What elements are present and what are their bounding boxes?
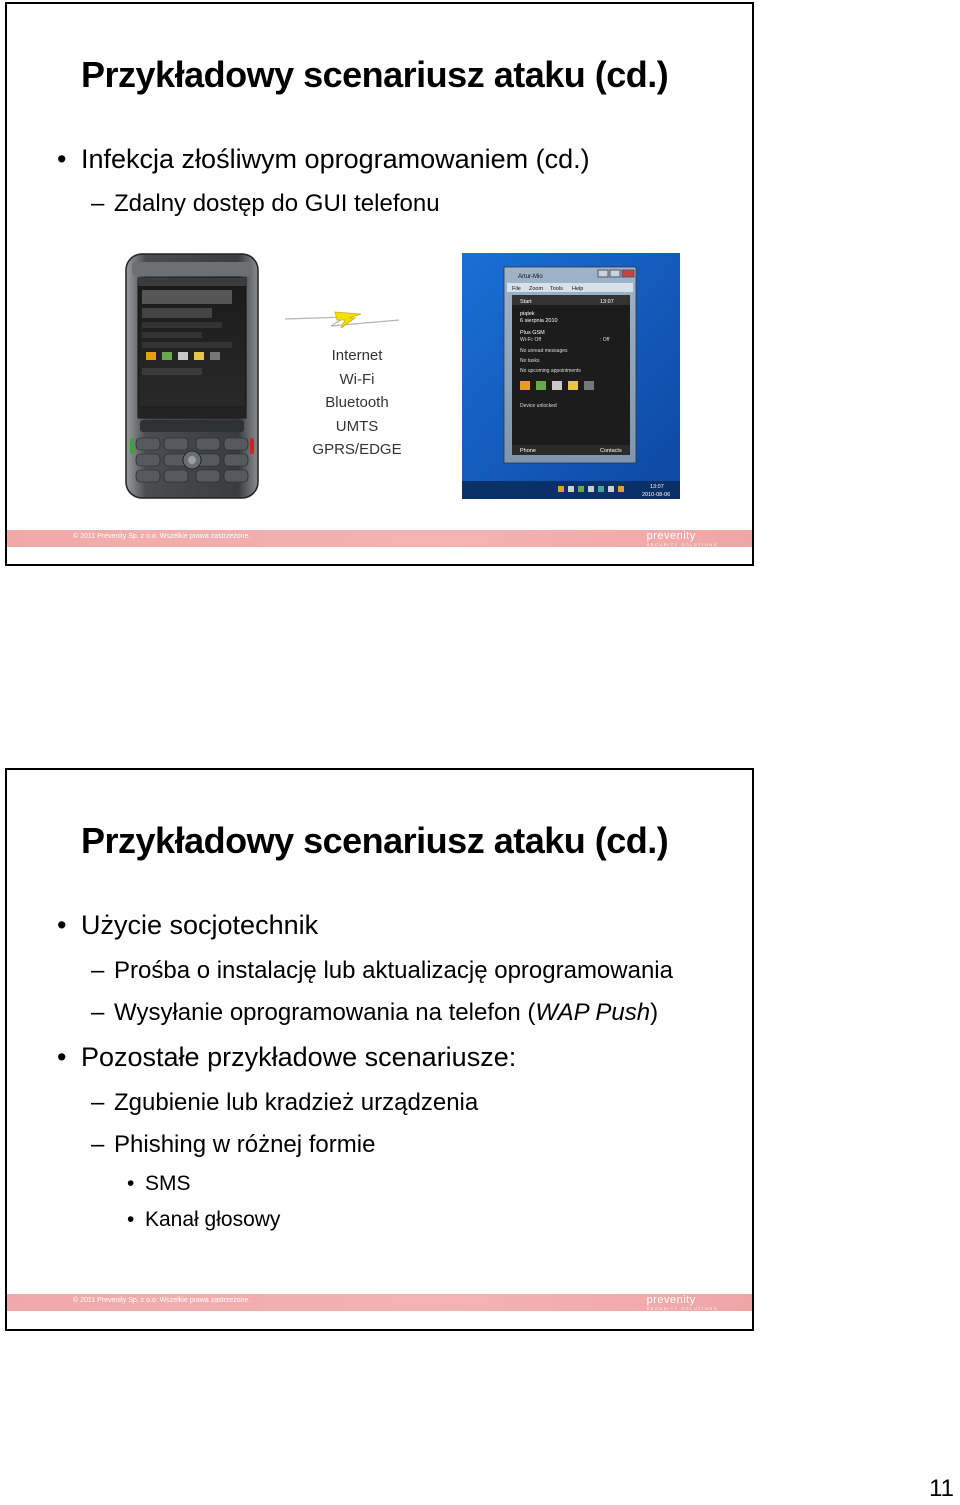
slide-1 xyxy=(5,2,754,566)
dash-mark: – xyxy=(91,1131,105,1158)
bullet-mark: • xyxy=(127,1172,135,1195)
clock-time: 13:07 xyxy=(650,484,664,490)
phone-date: 6 sierpnia 2010 xyxy=(520,318,558,324)
menu-help: Help xyxy=(572,286,584,292)
slide-2 xyxy=(5,768,754,1331)
footer-copyright: © 2011 Prevenity Sp. z o.o. Wszelkie prawa zastrzeżone. xyxy=(73,1297,251,1304)
phone-start: Start xyxy=(520,299,532,305)
bullet-text: Kanał głosowy xyxy=(145,1208,281,1231)
bullet-text: Wysyłanie oprogramowania na telefon (WAP Push) xyxy=(114,999,659,1026)
connection-types-list xyxy=(297,344,417,462)
bullet-mark: • xyxy=(57,910,67,940)
bullet-mark: • xyxy=(127,1208,135,1231)
phone-messages: No unread messages xyxy=(520,348,568,354)
bullet-text: SMS xyxy=(145,1172,191,1195)
phone-appointments: No upcoming appointments xyxy=(520,368,581,374)
phone-illustration xyxy=(122,252,262,500)
prevenity-logo: prevenity SECURITY SOLUTIONS xyxy=(646,530,718,547)
phone-tasks: No tasks xyxy=(520,358,540,364)
page-number: 11 xyxy=(929,1475,954,1502)
bullet-text: Prośba o instalację lub aktualizację oprogramowania xyxy=(114,957,673,984)
prevenity-logo: prevenity SECURITY SOLUTIONS xyxy=(646,1294,718,1311)
window-title: Artur-Mio xyxy=(518,274,543,280)
slide-title: Przykładowy scenariusz ataku (cd.) xyxy=(81,820,669,861)
connection-bluetooth: Bluetooth xyxy=(325,394,389,411)
dash-mark: – xyxy=(91,999,105,1026)
menu-tools: Tools xyxy=(550,286,563,292)
dash-mark: – xyxy=(91,190,105,217)
phone-day: piątek xyxy=(520,311,535,317)
phone-bt: : Off xyxy=(600,337,610,343)
bullet-text: Zdalny dostęp do GUI telefonu xyxy=(114,190,440,217)
phone-time: 13:07 xyxy=(600,299,614,305)
slide-title: Przykładowy scenariusz ataku (cd.) xyxy=(81,54,669,95)
connection-internet: Internet xyxy=(331,347,383,364)
softkey-phone: Phone xyxy=(520,448,536,454)
bullet-mark: • xyxy=(57,1042,67,1072)
slide-footer xyxy=(7,530,752,547)
bullet-text: Użycie socjotechnik xyxy=(81,910,319,940)
bullet-text: Zgubienie lub kradzież urządzenia xyxy=(114,1089,479,1116)
bullet-text: Infekcja złośliwym oprogramowaniem (cd.) xyxy=(81,144,590,174)
bullet-text: Pozostałe przykładowe scenariusze: xyxy=(81,1042,517,1072)
close-icon xyxy=(622,270,634,277)
connection-gprs-edge: GPRS/EDGE xyxy=(312,441,402,458)
bullet-mark: • xyxy=(57,144,67,174)
menu-file: File xyxy=(512,286,521,292)
remote-desktop-screenshot xyxy=(462,253,680,499)
slide-footer xyxy=(7,1294,752,1311)
dash-mark: – xyxy=(91,957,105,984)
lightning-bolt-icon xyxy=(283,306,403,332)
footer-copyright: © 2011 Prevenity Sp. z o.o. Wszelkie prawa zastrzeżone. xyxy=(73,533,251,540)
menu-zoom: Zoom xyxy=(529,286,544,292)
softkey-contacts: Contacts xyxy=(600,448,622,454)
dash-mark: – xyxy=(91,1089,105,1116)
phone-wifi: Wi-Fi: Off xyxy=(520,337,542,343)
phone-unlocked: Device unlocked xyxy=(520,403,557,409)
phone-operator: Plus GSM xyxy=(520,330,545,336)
clock-date: 2010-08-06 xyxy=(642,492,671,498)
connection-umts: UMTS xyxy=(335,417,379,435)
bullet-text: Phishing w różnej formie xyxy=(114,1131,376,1158)
connection-wifi: Wi-Fi xyxy=(339,370,375,388)
